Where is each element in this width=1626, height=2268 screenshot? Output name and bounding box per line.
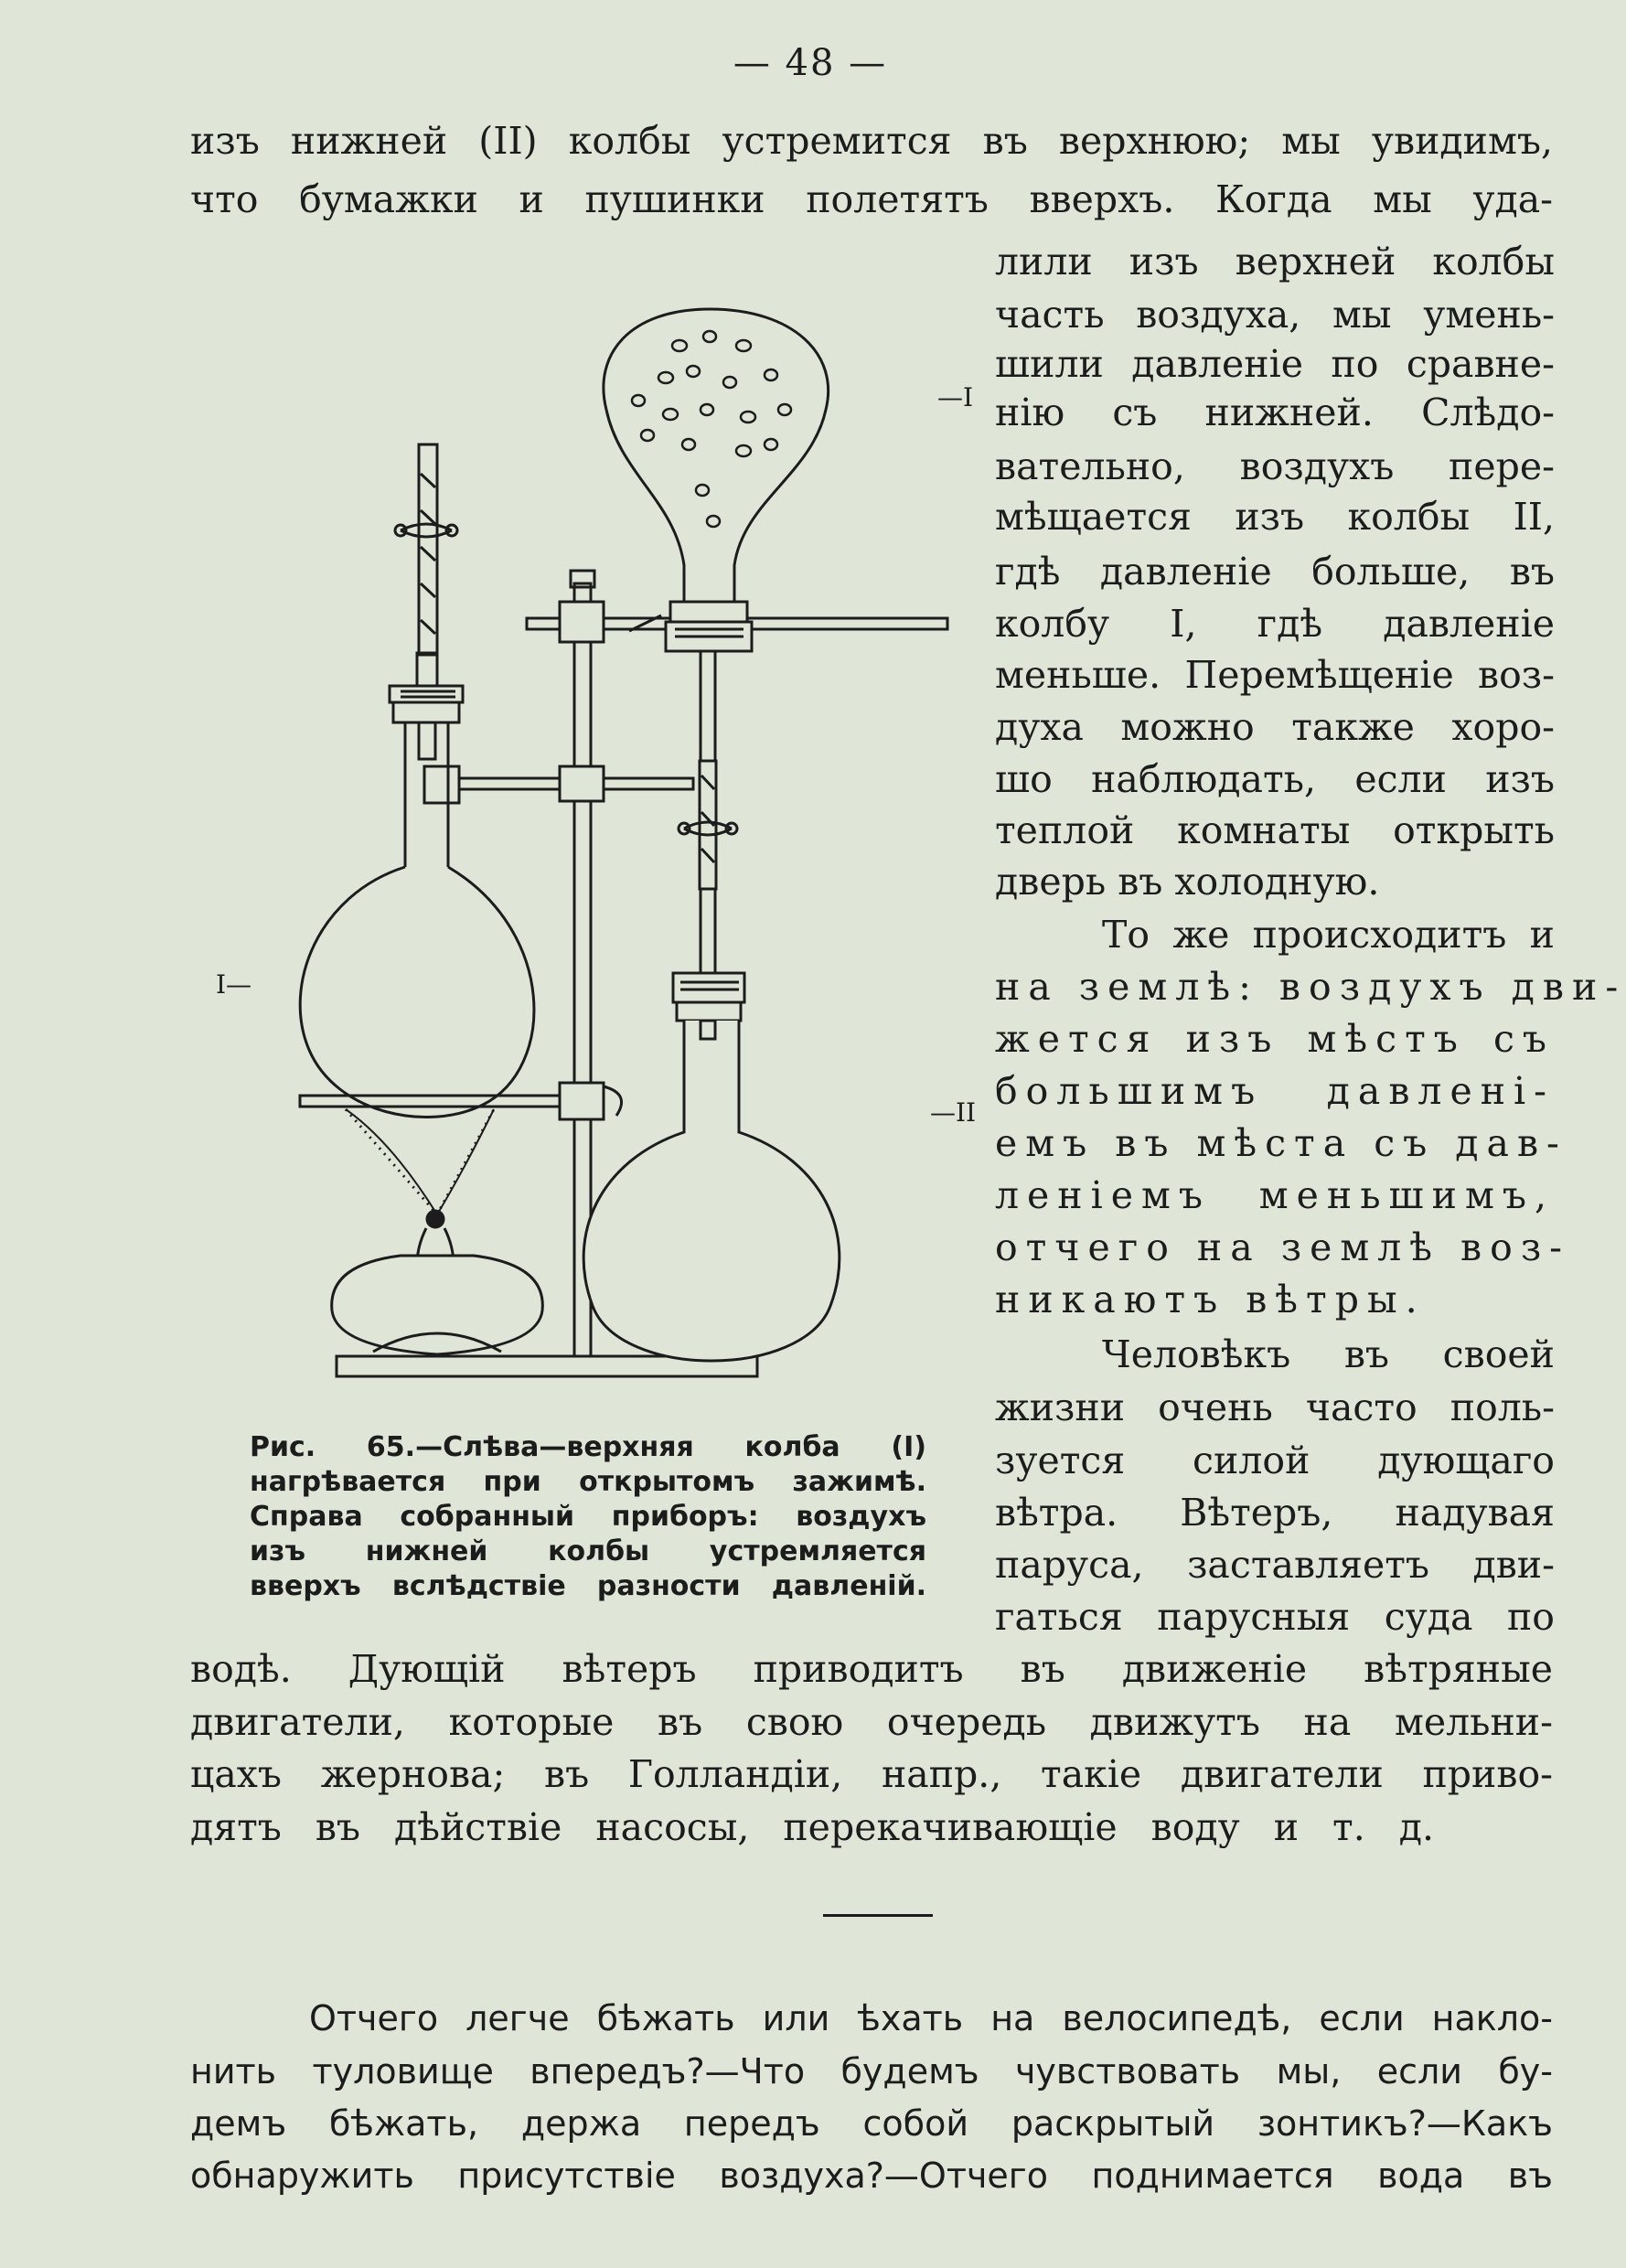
text-line: нію съ нижней. Слѣдо- [995,390,1555,434]
text-line: водѣ. Дующій вѣтеръ приводитъ въ движеніе вѣтряные [190,1647,1553,1691]
apparatus-illustration [209,291,949,1416]
text-line: колбу I, гдѣ давленіе [995,602,1555,646]
text-line: То же происходитъ и [1102,913,1555,957]
text-line: теплой комнаты открыть [995,808,1555,852]
text-line: Человѣкъ въ своей [1102,1332,1555,1376]
figure-caption-line: вверхъ вслѣдствіе разности давленій. [250,1570,926,1602]
text-line: шили давленіе по сравне- [995,342,1555,386]
question-line: нить туловище впередъ?—Что будемъ чувствовать мы, если бу- [190,2051,1553,2091]
flask-label-right-II: —II [930,1097,977,1128]
figure-caption-line: изъ нижней колбы устремляется [250,1535,926,1567]
text-line: мѣщается изъ колбы II, [995,495,1555,539]
figure-caption-line: Рис. 65.—Слѣва—верхняя колба (I) [250,1431,926,1463]
question-line: Отчего легче бѣжать или ѣхать на велосипедѣ, если накло- [309,1998,1553,2038]
question-line: обнаружить присутствіе воздуха?—Отчего поднимается вода въ [190,2156,1553,2196]
flask-lower [583,1021,840,1361]
text-line: цахъ жернова; въ Голландіи, напр., такіе двигатели приво- [190,1752,1553,1796]
page-number: — 48 — [733,42,888,84]
text-line: двигатели, которые въ свою очередь движутъ на мельни- [190,1700,1553,1744]
question-line: демъ бѣжать, держа передъ собой раскрытый зонтикъ?—Какъ [190,2103,1553,2144]
text-line: большимъ давлені- [995,1069,1555,1113]
text-line: гаться парусныя суда по [995,1595,1555,1639]
flask-label-right-I: —I [937,382,974,412]
text-line: отчего на землѣ воз- [995,1225,1571,1269]
text-line: жизни очень часто поль- [995,1385,1555,1429]
text-line: никаютъ вѣтры. [995,1278,1426,1321]
text-line: часть воздуха, мы умень- [995,293,1555,337]
spirit-lamp [332,1256,543,1354]
flask-left [300,867,534,1118]
text-line: духа можно также хоро- [995,705,1555,749]
text-line: вѣтра. Вѣтеръ, надувая [995,1491,1555,1535]
section-divider [823,1914,933,1917]
text-line: жется изъ мѣстъ съ [995,1017,1555,1061]
text-line: что бумажки и пушинки полетятъ вверхъ. Когда мы уда- [190,177,1553,221]
text-line: шо наблюдать, если изъ [995,757,1555,801]
text-line: изъ нижней (II) колбы устремится въ верхнюю; мы увидимъ, [190,119,1553,163]
flask-upper [604,309,829,602]
text-line: меньше. Перемѣщеніе воз- [995,653,1555,697]
text-line: леніемъ меньшимъ, [995,1173,1555,1217]
text-line: гдѣ давленіе больше, въ [995,550,1555,594]
text-line: дверь въ холодную. [995,860,1380,904]
text-line: дятъ въ дѣйствіе насосы, перекачивающіе воду и т. д. [190,1805,1434,1849]
flask-label-left-I: I— [216,969,252,1000]
text-line: вательно, воздухъ пере- [995,444,1555,488]
figure-caption-line: Справа собранный приборъ: воздухъ [250,1501,926,1533]
text-line: паруса, заставляетъ дви- [995,1543,1555,1587]
text-line: лили изъ верхней колбы [995,240,1555,284]
figure-caption-line: нагрѣвается при открытомъ зажимѣ. [250,1466,926,1498]
text-line: зуется силой дующаго [995,1439,1555,1482]
text-line: на землѣ: воздухъ дви- [995,965,1626,1009]
text-line: емъ въ мѣста съ дав- [995,1121,1567,1165]
